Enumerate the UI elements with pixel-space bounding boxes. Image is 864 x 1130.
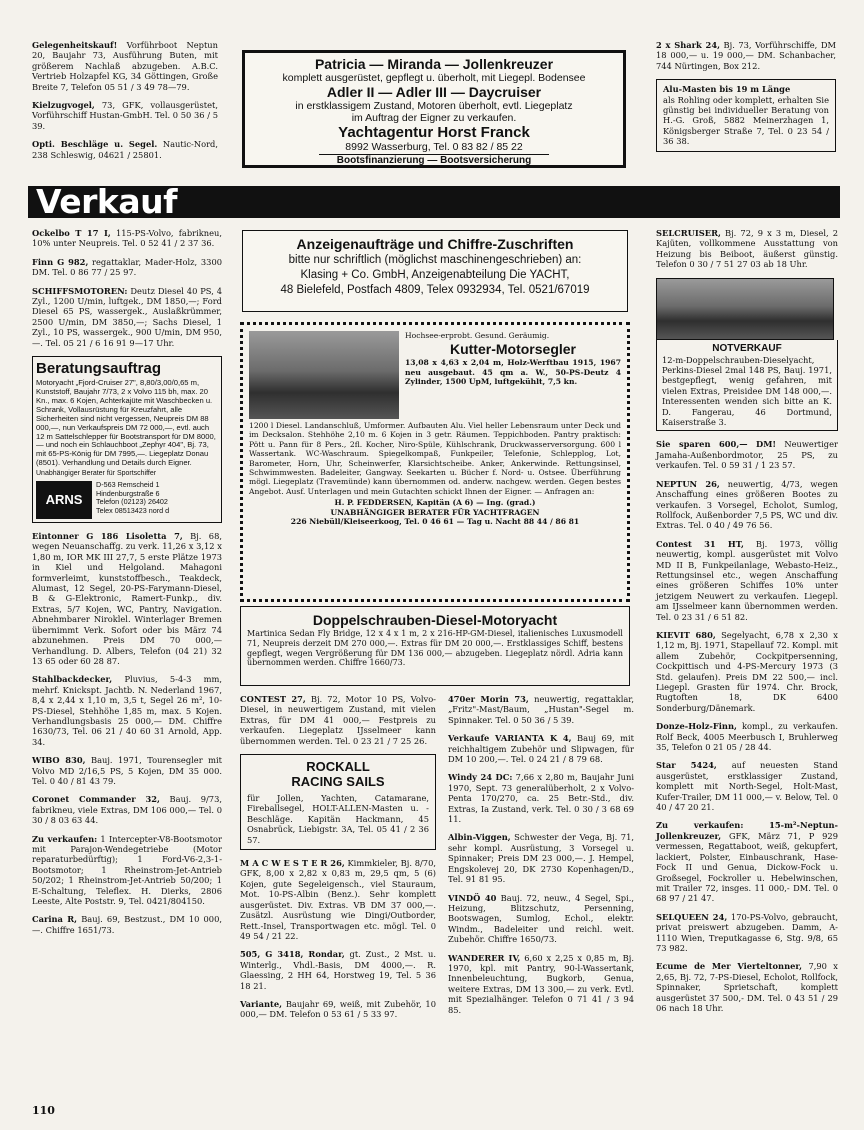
ad-heading: SELQUEEN 24, — [656, 911, 728, 922]
ad-line: komplett ausgerüstet, gepflegt u. überholt, mit Liegepl. Bodensee — [282, 72, 586, 84]
classified-ad — [448, 733, 634, 764]
ad-heading: M A C W E S T E R 26, — [240, 858, 345, 869]
ad-title: Anzeigenaufträge und Chiffre-Zuschriften — [296, 236, 574, 252]
ad-heading: Stahlbackdecker, — [32, 674, 113, 685]
ad-heading: SCHIFFSMOTOREN: — [32, 285, 128, 296]
ad-text: GFK, März 71, P 929 vermessen, Regattaboot, weiß, gekupfert, lackiert, Polster, Einbauschrank, Hase-Fock II und Genua, Dickow-Fock u. Großsegel, Fockroller u. Hebelwinschen, mit Trailer 72, insges. 11 000,- DM. Tel. 0 68 97 / 21 47. — [656, 830, 838, 904]
classified-ad — [656, 961, 838, 1013]
classified-ad — [32, 257, 222, 278]
ad-title: Beratungsauftrag — [36, 360, 162, 378]
ad-heading: Zu verkaufen: — [32, 833, 98, 844]
column-4-top — [656, 40, 836, 152]
ad-heading: Sie sparen 600,— DM! — [656, 439, 777, 450]
ad-line: Bootsfinanzierung — Bootsversicherung — [319, 154, 549, 167]
ad-text: Nautic-Nord, 238 Schleswig, 04621 / 25801. — [32, 139, 218, 160]
ad-line: Patricia — Miranda — Jollenkreuzer — [314, 56, 554, 72]
ad-heading: Contest 31 HT, — [656, 538, 744, 549]
ad-title: Doppelschrauben-Diesel-Motoryacht — [312, 612, 558, 628]
classified-ad — [656, 439, 838, 470]
ad-line: Yachtagentur Horst Franck — [338, 124, 530, 141]
classified-ad — [32, 531, 222, 666]
ad-contact: UNABHÄNGIGER BERATER FÜR YACHTFRAGEN — [330, 507, 540, 517]
ad-text: Bj. 73, Vorführschiffe, DM 18 000,— u. 19 000,— DM. Schanbacher, 744 Nürtingen, Box 212. — [656, 40, 836, 71]
ad-text: kompl., zu verkaufen. Rolf Beck, 4005 Meerbusch I, Bruhlerweg 35, Telefon 0 21 05 / 28 44. — [656, 721, 838, 753]
classified-ad — [448, 772, 634, 824]
ad-text: Bauj 69, mit reichhaltigem Zubehör und Slipwagen, für DM 10 200,—. Tel. 0 24 21 / 8 79 68. — [448, 733, 634, 765]
section-banner — [28, 182, 840, 221]
address-line: Telefon (02123) 26402 — [96, 497, 168, 507]
column-3 — [448, 694, 634, 1023]
ad-heading: Verkaufe VARIANTA K 4, — [448, 733, 572, 744]
ad-contact: 226 Niebüll/Kleiseerkoog, Tel. 0 46 61 — Tag u. Nacht 88 44 / 86 81 — [290, 517, 580, 527]
ad-box-anzeigenauftraege — [242, 230, 628, 312]
classified-ad — [656, 820, 838, 903]
ad-line: Adler II — Adler III — Daycruiser — [326, 84, 542, 100]
ad-photo — [249, 331, 399, 419]
ad-heading: Eintonner G 186 Lisoletta 7, — [32, 531, 183, 542]
ad-heading: CONTEST 27, — [240, 694, 306, 704]
ad-line: in erstklassigem Zustand, Motoren überholt, evtl. Liegeplatz — [295, 100, 573, 112]
ad-text: Motoryacht „Fjord-Cruiser 27", 8,80/3,00/0,65 m, Kunststoff, Baujahr 7/73, 2 x Volvo 115 bh, max. 20 Kn., max. 6 Kojen, Achterkajüte mit Waschbecken u. Schrank, Vollausrüstung für Kreuzfahrt, alle Sicherheiten sind nicht vergessen, Neupreis DM 88 000,—, nun Verkaufspreis DM 72 000,—, evtl. auch 12 m Sattelschlepper für Bootstransport für DM 8000,— und noch ein Schlauchboot „Zephyr 404", Bj. 73, mit 65-PS-König für DM 7995,—. Liegeplatz Donau (8501). Verhandlung und Details durch Eigner. — [36, 378, 216, 468]
column-1 — [32, 228, 222, 943]
ad-heading: SELCRUISER, — [656, 228, 721, 238]
ad-box-alu-masten — [656, 79, 836, 151]
ad-line: im Auftrag der Eigner zu verkaufen. — [351, 112, 517, 124]
classified-ad — [448, 893, 634, 945]
ad-title: NOTVERKAUF — [712, 342, 782, 354]
ad-text: Bauj. 9/73, fabrikneu, viele Extras, DM 106 000,— Tel. 0 30 / 8 03 63 44. — [32, 794, 222, 826]
ad-subtitle: Unabhängiger Berater für Sportschiffer — [36, 470, 157, 478]
ad-text: Kimmkieler, Bj. 8/70, GFK, 8,00 x 2,82 x 0,83 m, 29,5 qm, 5 (6) Kojen, gute Segeleigensch., viel Stauraum, Mot. 10-PS-Albin (Benz.). Sehr komplett ausgerüstet. Div. Extras. VB DM 37 000,—. Zusätzl. Ausrüstung wie Dingi/Outborder, Rett.-Insel, Transportwagen etc. mögl. Tel. 0 49 54 / 21 22. — [240, 858, 437, 941]
ad-title: Kutter-Motorsegler — [449, 341, 576, 358]
ad-text: Baujahr 69, weiß, mit Zubehör, 10 000,— DM. Telefon 0 53 61 / 5 33 97. — [240, 998, 436, 1020]
ad-line: Klasing + Co. GmbH, Anzeigenabteilung Die YACHT, — [300, 269, 570, 281]
ad-spec: 13,08 x 4,63 x 2,04 m, Holz-Werftbau 1915, 1967 neu ausgebaut. 45 qm a. W., 50-PS-Deutz 4 Zylinder, 1500 UpM, luftgekühlt, 7,5 kn. — [405, 358, 621, 387]
ad-title: Alu-Masten bis 19 m Länge — [663, 84, 791, 95]
ad-heading: NEPTUN 26, — [656, 478, 720, 489]
classified-ad — [656, 630, 838, 713]
ad-text: Martinica Sedan Fly Bridge, 12 x 4 x 1 m, 2 x 216-HP-GM-Diesel, italienisches Luxusmodell 71, Neupreis derzeit DM 270 000,—. Extras für DM 20 000,—. Erstklassiges Schiff, bestens gepflegt, wegen Vergrößerung für DM 136 000,— abzugeben. Liegeplatz nördl. Adria kann übernommen werden. Chiffre 1660/73. — [247, 629, 623, 668]
ad-heading: 505, G 3418, Rondar, — [240, 949, 345, 960]
ad-text: Bauj. 69, Bestzust., DM 10 000,—. Chiffre 1651/73. — [32, 914, 222, 935]
page-number: 110 — [32, 1104, 55, 1117]
ad-heading: Coronet Commander 32, — [32, 794, 160, 805]
classified-ad — [32, 834, 222, 907]
ad-text: 115-PS-Volvo, fabrikneu, 10% unter Neupreis. Tel. 0 52 41 / 2 37 36. — [32, 228, 223, 249]
ad-line: 8992 Wasserburg, Tel. 0 83 82 / 85 22 — [345, 141, 523, 153]
ad-title: RACING SAILS — [291, 774, 385, 790]
ad-heading: Albin-Viggen, — [448, 832, 511, 843]
address-line: Telex 08513423 nord d — [96, 505, 170, 515]
ad-heading: Carina R, — [32, 914, 78, 925]
classified-ad — [656, 479, 838, 531]
ad-heading: Opti. Beschläge u. Segel. — [32, 139, 158, 150]
ad-text: für Jollen, Yachten, Catamarane, Fireballsegel, HOLT-ALLEN-Masten u. -Beschläge. Kapitän Hackmann, 45 Osnabrück, Liebigstr. 3A, Tel. 05 41 / 2 36 57. — [247, 793, 429, 845]
ad-text: 1 Intercepter-V8-Bootsmotor mit Parajon-Wendegetriebe (Motor reparaturbedürftig); 1 Ford-V6-2,3-1-Bootsmotor; 1 Rheinstrom-Jet-Antrieb 50/202; 1 Rheinstrom-Jet-Antrieb 50/200; 1 E-Schaltung, Teleflex. H. Dierks, 2806 Leeste, Alte Poststr. 9, Tel. 0421/804150. — [32, 833, 222, 907]
ad-text: Bj. 72, Motor 10 PS, Volvo-Diesel, in neuwertigem Zustand, mit vielen Extras, für DM 41 000,— Festpreis zu verkaufen. Liegeplatz IJsselmeer kann übernommen werden. Tel. 0 23 21 / 7 25 26. — [240, 694, 436, 746]
ad-heading: 2 x Shark 24, — [656, 40, 720, 50]
ad-box-rockall — [240, 754, 436, 850]
ad-heading: Ecume de Mer Vierteltonner, — [656, 961, 803, 972]
ad-heading: VINDÖ 40 — [448, 892, 497, 903]
classified-ad — [32, 40, 218, 92]
ad-heading: Variante, — [240, 998, 282, 1009]
ad-text: Bj. 1973, völlig neuwertig, kompl. ausgerüstet mit Volvo MD II B, Funkpeilanlage, Webasto-Heiz., Rettungsinsel etc., wegen Anschaffung eines größeren Schiffes 10% unter jetzigem Neuwert zu verkaufen. Liegepl. am IJsselmeer kann übernommen werden. Tel. 0 23 31 / 6 51 82. — [656, 538, 838, 622]
column-4 — [656, 228, 838, 1021]
ad-contact: H. P. FEDDERSEN, Kapitän (A 6) — Ing. (grad.) — [334, 498, 536, 508]
classified-ad — [656, 228, 838, 270]
ad-text: Pluvius, 5-4-3 mm, mehrf. Knickspt. Jachtb. N. Nederland 1967, 8,4 x 2,44 x 1,10 m, 3,5 t, Segel 26 m², 10-PS-Diesel, Stehhöhe 1,85 m, max. 5 Kojen. Verhandlungsbasis 25 000,— DM. Chiffre 1630/73, Tel. 06 21 / 40 60 31 Arnold, App. 34. — [32, 674, 222, 747]
ad-text: 6,60 x 2,25 x 0,85 m, Bj. 1970, kpl. mit Pantry, 90-l-Wassertank, Innenbeleuchtung, Bugkorb, Genua, weitere Extras, DM 13 300,— zu verk. Evtl. mit Spezialhänger. Telefon 0 71 41 / 3 94 85. — [448, 952, 634, 1015]
classified-ad — [656, 721, 838, 752]
ad-text: 7,66 x 2,80 m, Baujahr Juni 1970, Sept. 73 generalüberholt, 2 x Volvo-Penta 170/270, ca. 25 Betr.-Std., div. Extras, Ia Zustand, verk. Tel. 0 30 / 3 68 69 11. — [448, 772, 634, 825]
ad-box-kutter-motorsegler — [240, 322, 630, 602]
ad-text: 1200 l Diesel. Landanschluß, Umformer. Aufbauten Alu. Viel heller Lebensraum unter Deck und im Decksalon. Stehhöhe 2,10 m. 6 Kojen in 3 getr. Räumen. Teppichboden. Pantry praktisch: Pött u. Pann für 8 Pers., 2fl. Kocher, Niro-Spüle, Kühlschrank, Druckwasserversorgung. 600 l Wassertank. WC-Waschraum. Spiegelkompaß, Funkpeiler, Telefonie, Schlepplog, Lot, Barometer, Horn, Uhr, Scheinwerfer, Klarsichtscheibe. Anker, Ankerwinde. Rettungsinsel, Schwimmwesten. Badeleiter, Gangway. Seekarten u. Bücher f. Nord- u. Ostsee. Überführung mögl. Liegeplatz (Travemünde) kann übernommen od. anderw. nachgew. werden. Gegen bestes Angebot. Ausf. Unterlagen und mein Gutachten schickt Ihnen der Eigner. — Anfragen an: — [249, 421, 621, 496]
classified-ad — [448, 832, 634, 884]
ad-box-horst-franck — [242, 50, 626, 168]
arns-logo-text: ARNS — [45, 491, 83, 507]
ad-heading: Donze-Holz-Finn, — [656, 721, 737, 732]
ad-text: auf neuesten Stand ausgerüstet, erstklassiger Zustand, komplett mit North-Segel, Holt-Mast, Kufer-Trailer, DM 11 000,— v. Below, Tel. 0 40 / 47 20 21. — [656, 760, 838, 813]
ad-intro: Hochsee-erprobt. Gesund. Geräumig. — [405, 331, 550, 340]
ad-text: 73, GFK, vollausgerüstet, Vorführschiff Hustan-GmbH. Tel. 0 50 36 / 5 39. — [32, 100, 218, 131]
ad-heading: Kielzugvogel, — [32, 100, 95, 111]
ad-text: 170-PS-Volvo, gebraucht, privat preiswert abzugeben. Damm, A-1110 Wien, Treputkagasse 6, Stg. 9/8, 65 73 982. — [656, 911, 838, 953]
ad-text: neuwertig, 4/73, wegen Anschaffung eines größeren Bootes zu verkaufen. 3 Vorsegel, Echolot, Sumlog, Rollfock, Außenborder 7,5 PS, WC und div. Extras. Tel. 0 40 / 49 76 56. — [656, 478, 838, 531]
ad-box-doppelschrauben — [240, 606, 630, 686]
address-line: Hindenburgstraße 6 — [96, 488, 160, 498]
classified-ad — [656, 912, 838, 954]
ad-heading: Windy 24 DC: — [448, 772, 513, 783]
ad-line: 48 Bielefeld, Postfach 4809, Telex 0932934, Tel. 0521/67019 — [280, 284, 590, 296]
ad-text: Bj. 72, 9 x 3 m, Diesel, 2 Kajüten, vollkommene Ausstattung von Heizung bis Beiboot, äußerst günstig. Telefon 0 30 / 7 51 27 03 ab 18 Uhr. — [656, 228, 838, 270]
ad-photo-notverkauf — [656, 278, 834, 340]
classified-ad — [32, 228, 222, 249]
ad-box-notverkauf — [656, 340, 838, 432]
classified-ad — [32, 794, 222, 825]
classified-ad — [656, 40, 836, 71]
ad-title: ROCKALL — [306, 759, 370, 775]
ad-heading: 470er Morin 73, — [448, 694, 529, 704]
ad-heading: Finn G 982, — [32, 256, 89, 267]
classified-ad — [240, 694, 436, 746]
classified-ad — [32, 286, 222, 348]
ad-text: Schwester der Vega, Bj. 71, sehr kompl. Ausrüstung, 3 Vorsegel u. Spinnaker; Preis DM 23 000,—. J. Hempel, Engskolevej 20, DK 2730 Kopenhagen/D., Tel. 91 81 95. — [448, 832, 634, 885]
ad-heading: WIBO 830, — [32, 755, 86, 766]
ad-text: gt. Zust., 2 Mst. u. Winterlg., Vhdl.-Basis, DM 4000,—. R. Glaessing, 2 HH 64, Horstweg 19, Tel. 5 36 18 21. — [240, 949, 436, 991]
address-line: D-563 Remscheid 1 — [96, 480, 160, 490]
ad-text: 7,90 x 2,65, Bj. 72, 7-PS-Diesel, Echolot, Rollfock, Spinnaker, Sprietschaft, komplett ausgerüstet 37 500,- DM. Tel. 0 43 51 / 29 06 nach 18 Uhr. — [656, 961, 838, 1013]
classified-ad — [240, 999, 436, 1020]
ad-text: Deutz Diesel 40 PS, 4 Zyl., 1200 U/min, luftgek., DM 1850,—; Ford Diesel 65 PS, wassergek., Auslaßkrümmer, 2500 U/min, DM 3850,—; Sachs Diesel, 1 Zyl., 10 PS, wassergek., 900 U/min, DM 950,—. Tel. 05 21 / 6 16 91 9—17 Uhr. — [32, 285, 222, 348]
ad-heading: KIEVIT 680, — [656, 629, 716, 640]
arns-logo — [36, 481, 92, 519]
classified-ad — [32, 674, 222, 747]
ad-text: regattaklar, Mader-Holz, 3300 DM. Tel. 0 86 77 / 25 97. — [32, 256, 222, 278]
ad-text: Bauj. 1971, Tourensegler mit Volvo MD 2/16,5 PS, 5 Kojen, DM 35 000. Tel. 0 40 / 81 43 79. — [32, 755, 222, 786]
ad-text: Vorführboot Neptun 20, Baujahr 73, Ausführung Buten, mit größerem Nachlaß abzugeben. A.B.C. Vertrieb Holzapfel KG, 34 Göttingen, Große Breite 7, Telefon 05 51 / 3 49 78—79. — [32, 40, 218, 92]
ad-text: Segelyacht, 6,78 x 2,30 x 1,12 m, Bj. 1971, Stapellauf 72. Kompl. mit allem Zubehör, Cockpitpersenning, Cockpittisch und 4-PS-Mercury 1973 (3 Std. gelaufen). Preis DM 22 500,— incl. Liegepl. Grasten für 1974. Chr. Brock, Rugtoften 18, DK 6400 Sonderburg/Dänemark. — [656, 629, 838, 713]
ad-text: Neuwertiger Jamaha-Außenbordmotor, 25 PS, zu verkaufen. Tel. 0 59 31 / 1 23 57. — [656, 439, 838, 471]
classified-ad — [448, 694, 634, 725]
classified-ad — [448, 953, 634, 1015]
column-1-top — [32, 40, 218, 168]
ad-text: neuwertig, regattaklar, „Fritz"-Mast/Baum, „Hustan"-Segel m. Spinnaker. Tel. 0 50 36 / 5 39. — [448, 694, 634, 725]
column-2 — [240, 694, 436, 1028]
ad-heading: Star 5424, — [656, 760, 717, 771]
ad-line: bitte nur schriftlich (möglichst maschinengeschrieben) an: — [288, 254, 582, 266]
classified-ad — [656, 760, 838, 812]
classified-ad — [240, 949, 436, 991]
classified-ad — [32, 914, 222, 935]
ad-text: Bauj. 72, neuw., 4 Segel, Spi., Heizung, Blitzschutz, Persenning, Bootswagen, Sumlog, Echol., elektr. Windm., Badeleiter und reichl. weit. Zubehör. Chiffre 1650/73. — [448, 892, 634, 945]
ad-text: 12-m-Doppelschrauben-Dieselyacht, Perkins-Diesel 2mal 148 PS, Bauj. 1971, bestgepflegt, wenig gefahren, mit vielen Extras, Preisidee DM 148 000,—. Interessenten wenden sich bitte an K. D. Fangerau, 46 Dortmund, Kaiserstraße 3. — [662, 354, 832, 428]
classified-ad — [240, 858, 436, 941]
ad-box-beratungsauftrag — [32, 356, 222, 523]
ad-heading: Ockelbo T 17 I, — [32, 228, 111, 238]
classified-ad — [32, 139, 218, 160]
classified-ad — [32, 100, 218, 131]
ad-text: als Rohling oder komplett, erhalten Sie günstig bei individueller Beratung von H.-G. Groß, 5882 Meinerzhagen 1, Königsberger Straße 7, Tel. 0 23 54 / 36 38. — [663, 94, 829, 147]
ad-heading: Zu verkaufen: 15-m²-Neptun-Jollenkreuzer, — [656, 820, 838, 841]
ad-heading: Gelegenheitskauf! — [32, 40, 118, 50]
classified-ad — [656, 539, 838, 622]
section-title: Verkauf — [36, 182, 177, 221]
ad-heading: WANDERER IV, — [448, 952, 521, 963]
ad-text: Bj. 68, wegen Neuanschaffg. zu verk. 11,26 x 3,12 x 1,80 m, IOR MK III 27,7, 5 erste Plätze 1973 in Kiel und Helgoland. Mahagoni formverleimt, kunststoffbesch., Teakdeck, Alumast, 12 Segel, 20-PS-Farymann-Diesel, B & G-Elektronic, Ramert-Funkp., div. Extras, 5/7 Kojen, WC, Pantry, Navigation. Abnehmbarer Niroklel. Winterlager Bremen übernimmt Verk. Sofort oder bis März 74 abzunehmen. Preis DM 70 000,— Verhandlung. D. Albers, Telefon (04 21) 32 13 65 oder 60 28 87. — [32, 531, 223, 666]
classified-ad — [32, 755, 222, 786]
